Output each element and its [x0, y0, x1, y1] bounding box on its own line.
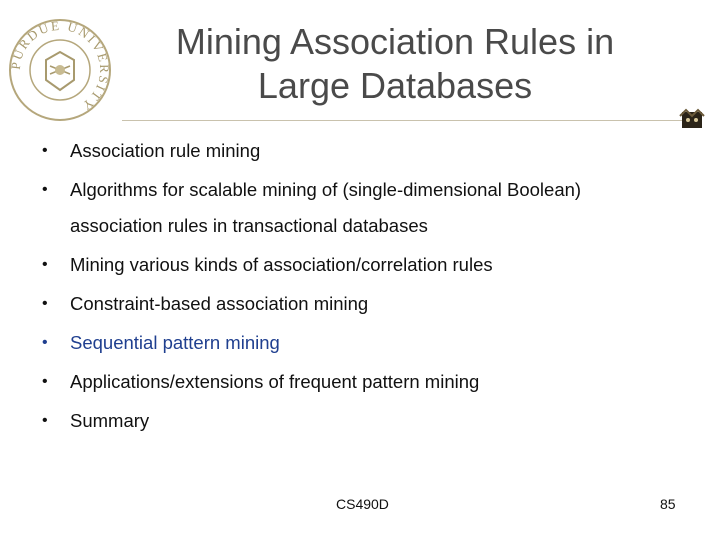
bullet-text: Association rule mining [70, 140, 261, 161]
bullet-text: Constraint-based association mining [70, 293, 369, 314]
bullet-text: Summary [70, 410, 150, 431]
slide-title [130, 20, 660, 108]
bullet-text: association rules in transactional databases [70, 215, 428, 236]
bullet-dot-icon: • [42, 142, 48, 159]
bullet-text: Applications/extensions of frequent pattern mining [70, 371, 480, 392]
bullet-item [42, 252, 692, 278]
bullet-item [42, 291, 692, 317]
bullet-text: Sequential pattern mining [70, 332, 280, 353]
corner-emblem-icon [678, 106, 706, 134]
page-number: 85 [660, 496, 676, 512]
bullet-item [42, 369, 692, 395]
bullet-list [42, 138, 692, 447]
bullet-dot-icon: • [42, 412, 48, 429]
title-divider [122, 120, 690, 121]
bullet-item [42, 138, 692, 164]
bullet-item [42, 330, 692, 356]
seal-text: PURDUE UNIVERSITY [7, 17, 113, 115]
title-line-1: Mining Association Rules in [175, 21, 615, 62]
bullet-text: Algorithms for scalable mining of (single-dimensional Boolean) [70, 179, 582, 200]
university-seal-icon [6, 16, 114, 124]
bullet-dot-icon: • [42, 181, 48, 198]
title-line-2: Large Databases [257, 65, 533, 106]
bullet-dot-icon: • [42, 373, 48, 390]
bullet-item [42, 177, 692, 239]
bullet-dot-icon: • [42, 295, 48, 312]
bullet-dot-icon: • [42, 256, 48, 273]
bullet-text: Mining various kinds of association/correlation rules [70, 254, 493, 275]
bullet-item [42, 408, 692, 434]
footer-course-label: CS490D [336, 496, 389, 512]
bullet-dot-icon: • [42, 334, 48, 351]
